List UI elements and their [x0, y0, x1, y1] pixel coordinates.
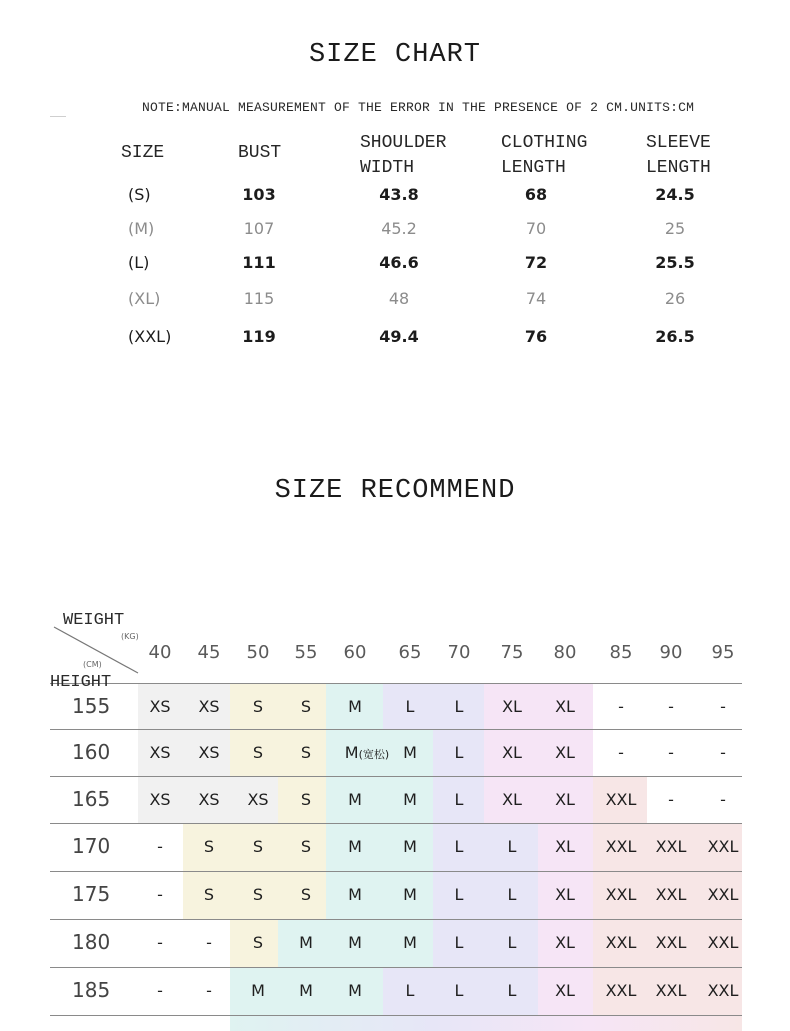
size-chart-cell-shoulder: 46.6: [379, 253, 419, 272]
recommend-cell: XS: [198, 743, 220, 762]
size-band: [230, 1016, 742, 1031]
recommend-cell: -: [618, 697, 624, 716]
measurement-note: NOTE:MANUAL MEASUREMENT OF THE ERROR IN THE PRESENCE OF 2 CM.UNITS:CM: [142, 100, 695, 115]
recommend-cell: M: [251, 981, 265, 1000]
size-chart-cell-size: (L): [128, 253, 150, 272]
size-chart-cell-sleeve: 26: [664, 289, 686, 308]
recommend-cell: XXL: [707, 885, 739, 904]
header-bust: BUST: [238, 143, 282, 163]
recommend-cell: L: [507, 837, 517, 856]
recommend-cell: M: [348, 790, 362, 809]
recommend-cell: XXL: [707, 837, 739, 856]
recommend-cell: S: [252, 885, 264, 904]
size-chart-cell-sleeve: 26.5: [655, 327, 695, 346]
height-label: 170: [72, 834, 111, 858]
header-sleeve-line1: SLEEVE: [646, 133, 711, 153]
recommend-cell: S: [203, 837, 215, 856]
recommend-cell: XL: [555, 697, 575, 716]
height-label: 160: [72, 740, 111, 764]
header-shoulder-line1: SHOULDER: [360, 133, 447, 153]
recommend-cell: XXL: [707, 981, 739, 1000]
recommend-cell: -: [668, 697, 674, 716]
header-sleeve-line2: LENGTH: [646, 158, 711, 178]
recommend-cell: XL: [555, 933, 575, 952]
size-chart-cell-bust: 111: [242, 253, 276, 272]
recommend-cell-size: M: [344, 743, 359, 762]
recommend-cell: M: [403, 790, 417, 809]
recommend-cell: L: [454, 790, 464, 809]
weight-label: 55: [294, 642, 318, 663]
recommend-cell: -: [157, 837, 163, 856]
size-chart-cell-sleeve: 25.5: [655, 253, 695, 272]
weight-label: 50: [246, 642, 270, 663]
height-unit: (CM): [83, 660, 102, 669]
recommend-cell: -: [720, 790, 726, 809]
recommend-cell: L: [507, 885, 517, 904]
recommend-cell: XXL: [605, 981, 637, 1000]
weight-label: 75: [500, 642, 524, 663]
recommend-cell: S: [203, 885, 215, 904]
weight-label: 95: [711, 642, 735, 663]
size-recommend-title: SIZE RECOMMEND: [274, 476, 516, 506]
recommend-cell: L: [405, 697, 415, 716]
size-chart-cell-bust: 107: [243, 219, 275, 238]
recommend-cell: S: [252, 837, 264, 856]
size-chart-cell-length: 68: [524, 185, 548, 204]
recommend-cell: S: [300, 837, 312, 856]
size-chart-cell-size: (XXL): [128, 327, 172, 346]
recommend-cell: XS: [149, 697, 171, 716]
recommend-cell: XXL: [605, 790, 637, 809]
recommend-cell: -: [720, 743, 726, 762]
size-chart-cell-shoulder: 43.8: [379, 185, 419, 204]
recommend-cell: L: [454, 885, 464, 904]
size-chart-cell-shoulder: 48: [388, 289, 410, 308]
size-chart-cell-length: 70: [525, 219, 547, 238]
recommend-cell: S: [300, 885, 312, 904]
size-chart-cell-size: (XL): [128, 289, 161, 308]
recommend-cell: XL: [502, 743, 522, 762]
header-size: SIZE: [121, 143, 165, 163]
recommend-cell: S: [252, 743, 264, 762]
weight-unit: (KG): [121, 632, 139, 641]
recommend-cell: -: [668, 743, 674, 762]
recommend-cell: M: [348, 837, 362, 856]
size-chart-cell-sleeve: 25: [664, 219, 686, 238]
recommend-cell: XXL: [605, 885, 637, 904]
weight-label: 70: [447, 642, 471, 663]
recommend-cell: XL: [555, 837, 575, 856]
recommend-cell: XXL: [655, 933, 687, 952]
height-label: 175: [72, 882, 111, 906]
recommend-cell: L: [507, 933, 517, 952]
recommend-cell: L: [454, 933, 464, 952]
grid-line: [50, 871, 742, 872]
recommend-cell: M: [348, 885, 362, 904]
recommend-cell: -: [157, 933, 163, 952]
recommend-cell: S: [252, 697, 264, 716]
recommend-cell: XXL: [655, 981, 687, 1000]
recommend-cell: L: [507, 981, 517, 1000]
size-chart-cell-length: 72: [524, 253, 548, 272]
header-length-line2: LENGTH: [501, 158, 566, 178]
recommend-cell: -: [618, 743, 624, 762]
header-shoulder-line2: WIDTH: [360, 158, 415, 178]
recommend-cell: -: [206, 981, 212, 1000]
recommend-cell: M: [299, 933, 313, 952]
recommend-cell: S: [300, 697, 312, 716]
recommend-cell: S: [300, 790, 312, 809]
height-label: 185: [72, 978, 111, 1002]
recommend-cell: M: [348, 981, 362, 1000]
recommend-cell: M: [403, 743, 417, 762]
recommend-cell: L: [454, 837, 464, 856]
grid-line: [50, 967, 742, 968]
weight-label: 40: [148, 642, 172, 663]
recommend-cell: XL: [502, 790, 522, 809]
recommend-cell: -: [668, 790, 674, 809]
weight-label: 65: [398, 642, 422, 663]
size-chart-cell-size: (S): [128, 185, 151, 204]
grid-line: [50, 1015, 742, 1016]
size-chart-cell-bust: 119: [242, 327, 276, 346]
recommend-cell: M: [348, 697, 362, 716]
height-axis-label: HEIGHT: [50, 673, 112, 692]
recommend-cell: L: [454, 743, 464, 762]
recommend-cell: [345, 743, 389, 762]
recommend-cell: XL: [555, 885, 575, 904]
weight-axis-label: WEIGHT: [63, 611, 125, 630]
recommend-cell: -: [157, 981, 163, 1000]
recommend-cell: L: [454, 697, 464, 716]
recommend-cell: XL: [555, 981, 575, 1000]
recommend-cell: XXL: [707, 933, 739, 952]
recommend-cell: -: [206, 933, 212, 952]
recommend-cell: S: [252, 933, 264, 952]
size-chart-cell-sleeve: 24.5: [655, 185, 695, 204]
recommend-cell: M: [403, 933, 417, 952]
recommend-cell: XL: [555, 790, 575, 809]
grid-line: [50, 919, 742, 920]
size-chart-cell-length: 76: [524, 327, 548, 346]
recommend-cell: S: [300, 743, 312, 762]
height-label: 180: [72, 930, 111, 954]
weight-label: 90: [659, 642, 683, 663]
recommend-cell: -: [157, 885, 163, 904]
recommend-cell: XS: [149, 743, 171, 762]
recommend-cell: XS: [198, 697, 220, 716]
recommend-cell: XS: [198, 790, 220, 809]
size-chart-cell-shoulder: 49.4: [379, 327, 419, 346]
recommend-cell: XXL: [605, 837, 637, 856]
weight-label: 45: [197, 642, 221, 663]
loose-fit-note: (宽松): [358, 748, 390, 761]
size-chart-title: SIZE CHART: [308, 40, 482, 70]
recommend-cell: XXL: [605, 933, 637, 952]
recommend-cell: L: [454, 981, 464, 1000]
size-chart-cell-bust: 115: [243, 289, 275, 308]
recommend-cell: M: [403, 885, 417, 904]
recommend-cell: XS: [247, 790, 269, 809]
grid-line: [50, 776, 742, 777]
recommend-cell: L: [405, 981, 415, 1000]
size-chart-cell-size: (M): [128, 219, 155, 238]
grid-line: [50, 729, 742, 730]
recommend-cell: XXL: [655, 885, 687, 904]
grid-line: [50, 683, 742, 684]
weight-label: 60: [343, 642, 367, 663]
recommend-cell: XL: [502, 697, 522, 716]
grid-line: [50, 823, 742, 824]
recommend-cell: XXL: [655, 837, 687, 856]
recommend-cell: XL: [555, 743, 575, 762]
height-label: 165: [72, 787, 111, 811]
recommend-cell: M: [299, 981, 313, 1000]
size-chart-cell-length: 74: [525, 289, 547, 308]
recommend-cell: XS: [149, 790, 171, 809]
size-chart-cell-bust: 103: [242, 185, 276, 204]
weight-label: 80: [553, 642, 577, 663]
recommend-cell: -: [720, 697, 726, 716]
size-chart-cell-shoulder: 45.2: [381, 219, 417, 238]
height-label: 155: [72, 694, 111, 718]
recommend-cell: M: [403, 837, 417, 856]
recommend-cell: M: [348, 933, 362, 952]
weight-label: 85: [609, 642, 633, 663]
header-length-line1: CLOTHING: [501, 133, 588, 153]
